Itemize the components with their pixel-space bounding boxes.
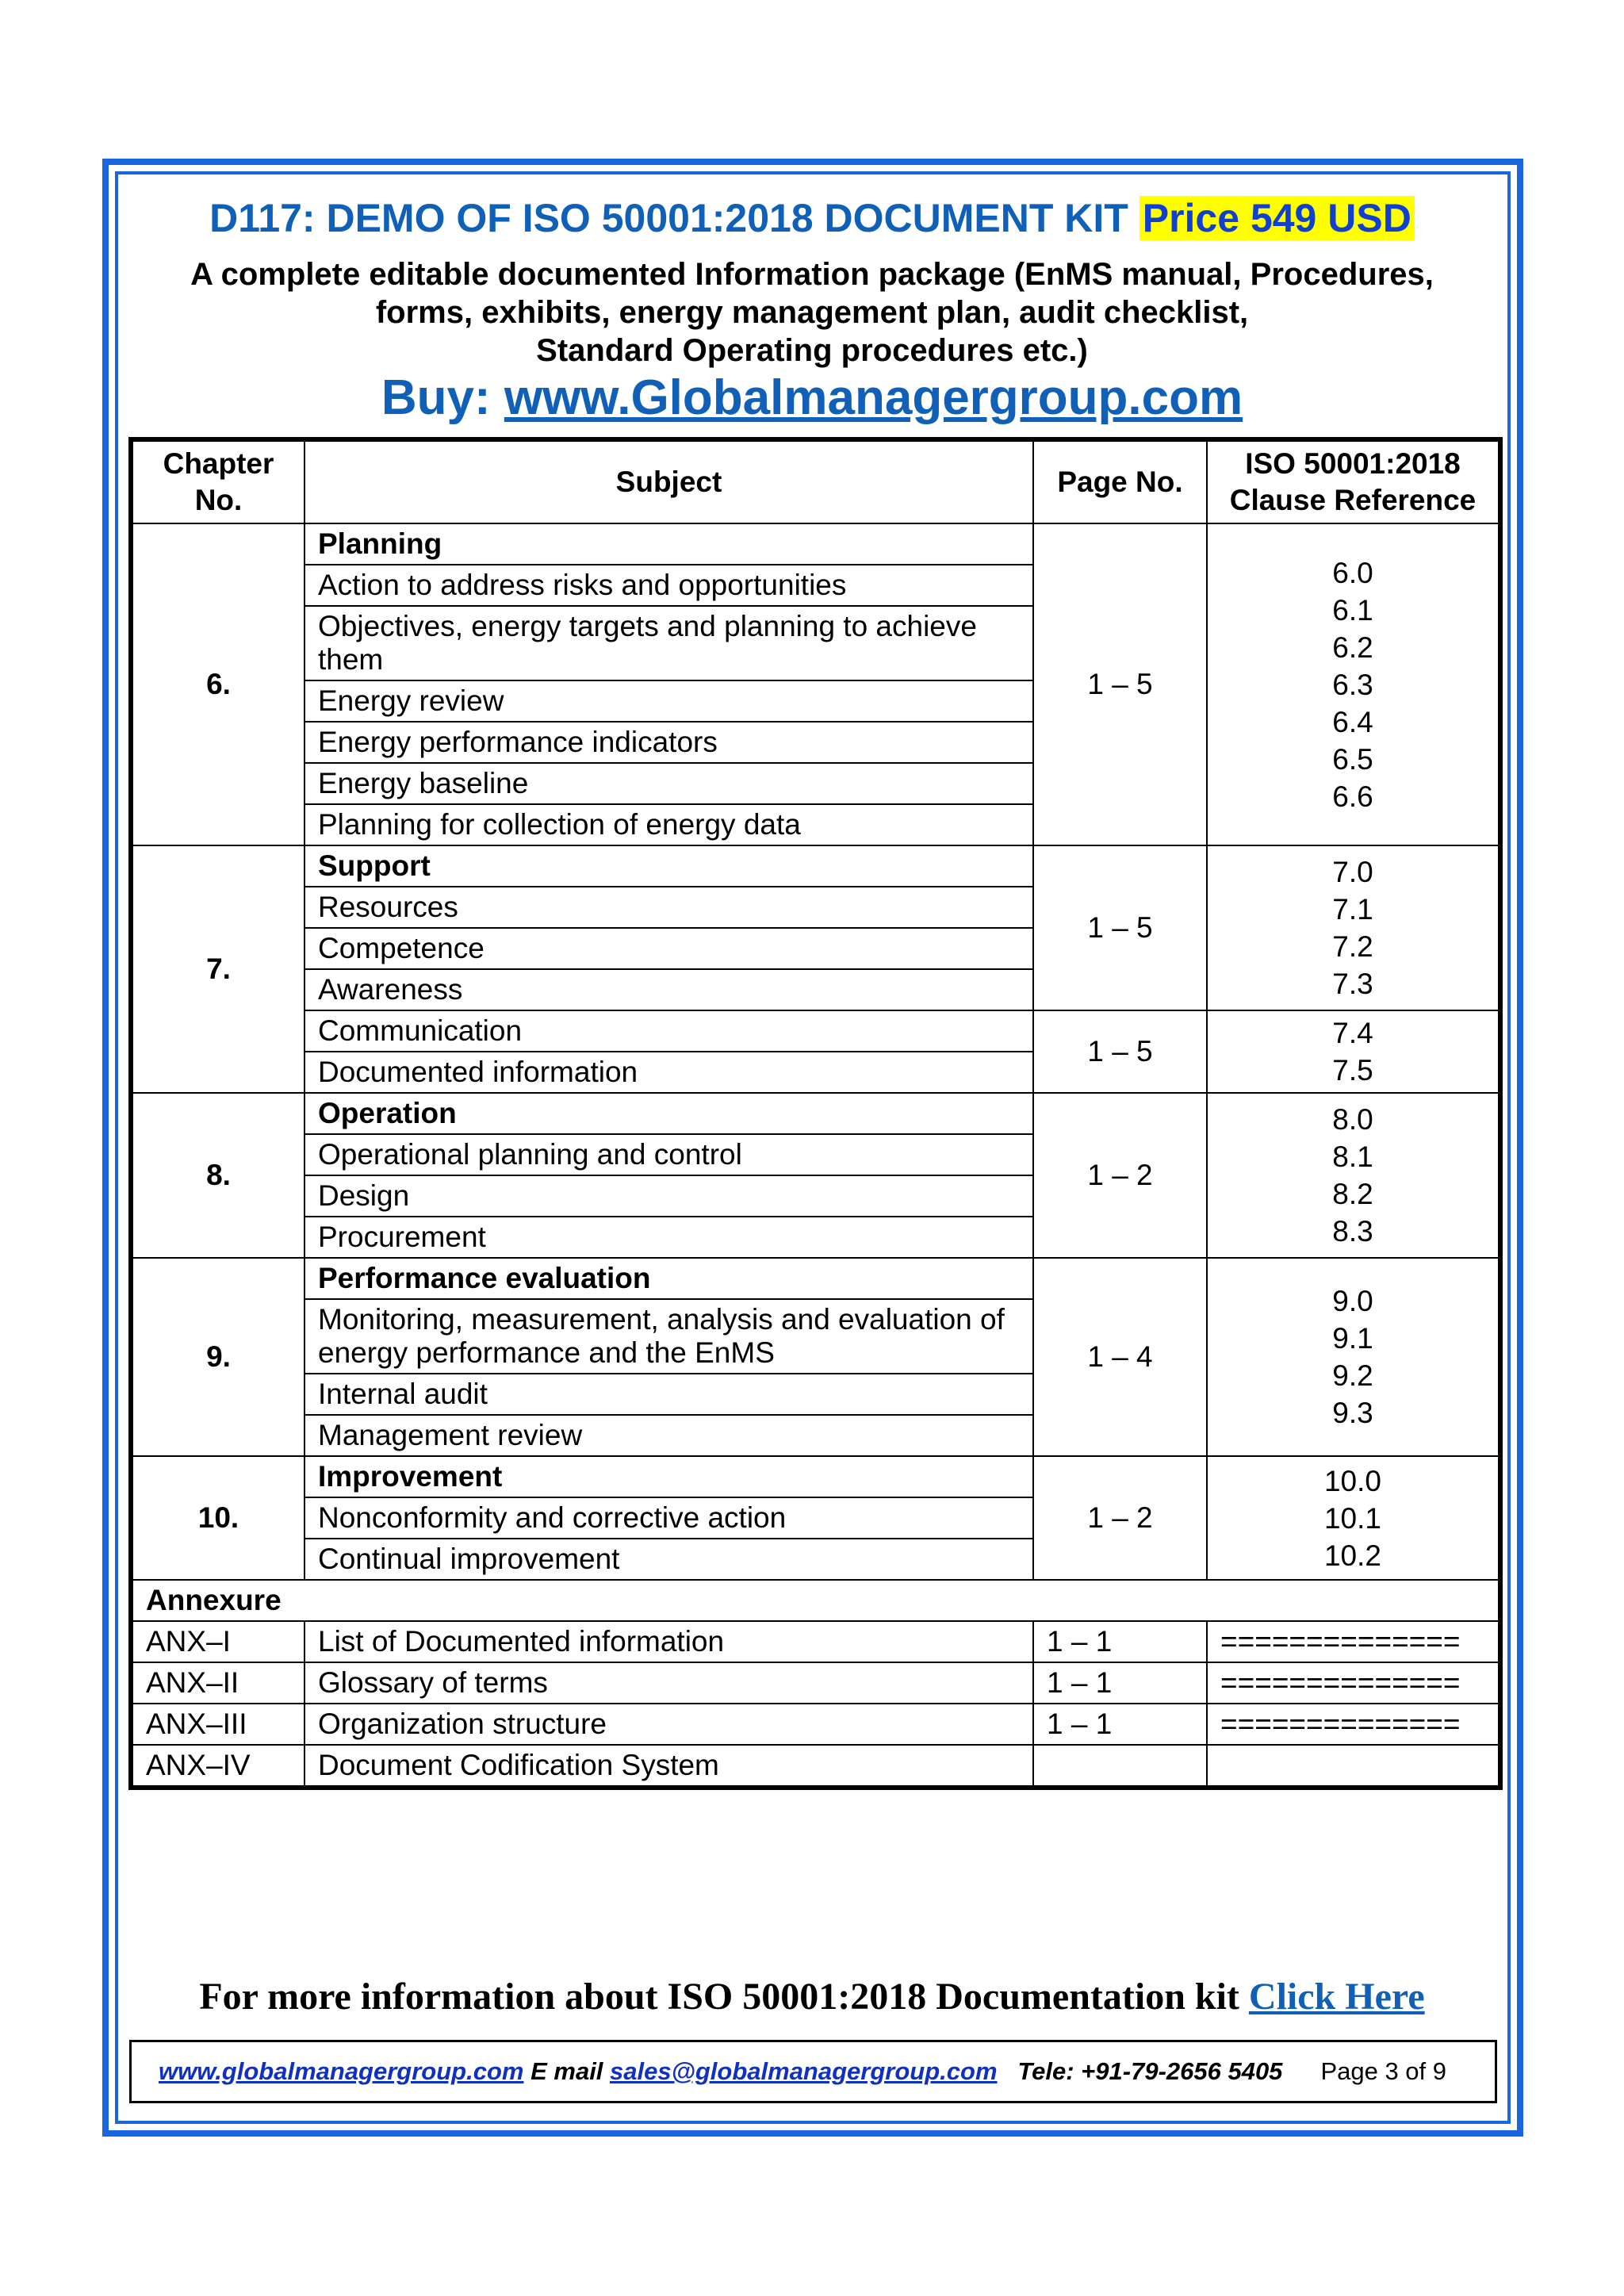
annexure-subject: Glossary of terms [304,1662,1033,1704]
buy-label: Buy: [381,370,491,425]
footer-email-label: E mail [530,2057,603,2085]
subtitle-line: A complete editable documented Information package (EnMS manual, Procedures, [190,257,1434,292]
subject-item: Planning for collection of energy data [304,804,1033,845]
subject-item: Continual improvement [304,1539,1033,1580]
chapter-number: 9. [131,1258,304,1456]
clause-ref: 6.0 [1332,556,1373,589]
page-range: 1 – 5 [1033,523,1207,845]
chapter-title: Operation [304,1093,1033,1134]
subject-item: Management review [304,1415,1033,1456]
page-range: 1 – 4 [1033,1258,1207,1456]
subtitle [0,255,1624,370]
more-info-line [0,1975,1624,2018]
subject-item: Documented information [304,1052,1033,1093]
annexure-label: Annexure [131,1580,1500,1621]
page-range: 1 – 1 [1033,1662,1207,1704]
subtitle-line: forms, exhibits, energy management plan, audit checklist, [375,295,1249,330]
footer-email-link[interactable]: sales@globalmanagergroup.com [610,2057,998,2085]
clause-references [1207,1258,1500,1456]
table-row [131,1662,1500,1704]
table-row [131,1258,1500,1299]
header-page: Page No. [1033,439,1207,523]
annexure-ref: ============== [1207,1662,1500,1704]
table-row [131,523,1500,565]
table-row [131,1093,1500,1134]
clause-ref: 8.0 [1332,1103,1373,1136]
more-info-text: For more information about ISO 50001:2018 Documentation kit [199,1976,1239,2018]
subject-item: Procurement [304,1217,1033,1258]
table-row [131,1621,1500,1662]
clause-ref: 6.4 [1332,705,1373,738]
chapter-title: Improvement [304,1456,1033,1497]
table-row [131,1704,1500,1745]
chapter-number: 7. [131,845,304,1093]
page-number: Page 3 of 9 [1320,2057,1447,2085]
subject-item: Monitoring, measurement, analysis and evaluation of energy performance and the EnMS [304,1299,1033,1374]
annexure-ref [1207,1745,1500,1788]
subject-item: Energy performance indicators [304,722,1033,763]
chapter-number: 8. [131,1093,304,1258]
buy-line [0,370,1624,426]
clause-ref: 6.3 [1332,668,1373,701]
subject-item: Design [304,1175,1033,1217]
footer-box [129,2040,1497,2103]
price-badge: Price 549 USD [1139,196,1415,240]
annexure-number: ANX–II [131,1662,304,1704]
buy-link[interactable]: www.Globalmanagergroup.com [504,370,1243,425]
table-row [131,1745,1500,1788]
page-range: 1 – 2 [1033,1456,1207,1580]
clause-ref: 8.2 [1332,1178,1373,1210]
clause-ref: 10.2 [1323,1539,1381,1572]
chapter-title: Support [304,845,1033,887]
header-clause: ISO 50001:2018 Clause Reference [1207,439,1500,523]
footer-website-link[interactable]: www.globalmanagergroup.com [159,2057,524,2085]
contents-table [128,437,1503,1790]
click-here-link[interactable]: Click Here [1248,1976,1425,2018]
clause-ref: 7.0 [1332,856,1373,888]
annexure-subject: Document Codification System [304,1745,1033,1788]
clause-ref: 7.3 [1332,968,1373,1000]
subject-item: Internal audit [304,1374,1033,1415]
chapter-title: Performance evaluation [304,1258,1033,1299]
table-row [131,1010,1500,1052]
clause-references [1207,1010,1500,1093]
page-range: 1 – 5 [1033,1010,1207,1093]
subject-item: Nonconformity and corrective action [304,1497,1033,1539]
subject-item: Energy review [304,680,1033,722]
clause-ref: 6.1 [1332,593,1373,627]
subject-item: Awareness [304,969,1033,1010]
title-text: D117: DEMO OF ISO 50001:2018 DOCUMENT KIT [209,196,1128,240]
annexure-number: ANX–IV [131,1745,304,1788]
clause-ref: 8.3 [1332,1215,1373,1248]
clause-ref: 10.0 [1323,1464,1381,1497]
clause-references [1207,1456,1500,1580]
annexure-ref: ============== [1207,1621,1500,1662]
subject-item: Action to address risks and opportunities [304,565,1033,606]
page-range: 1 – 5 [1033,845,1207,1010]
page-range [1033,1745,1207,1788]
clause-ref: 6.2 [1332,631,1373,664]
clause-ref: 8.1 [1332,1140,1373,1173]
chapter-number: 6. [131,523,304,845]
clause-ref: 7.2 [1332,930,1373,963]
header-chapter: Chapter No. [131,439,304,523]
subject-item: Resources [304,887,1033,928]
subject-item: Energy baseline [304,763,1033,804]
annexure-subject: Organization structure [304,1704,1033,1745]
clause-ref: 9.2 [1332,1359,1373,1392]
annexure-number: ANX–III [131,1704,304,1745]
clause-ref: 9.3 [1332,1397,1373,1429]
annexure-number: ANX–I [131,1621,304,1662]
subject-item: Competence [304,928,1033,969]
table-row [131,1456,1500,1497]
clause-references [1207,845,1500,1010]
subject-item: Communication [304,1010,1033,1052]
annexure-header-row [131,1580,1500,1621]
clause-references [1207,1093,1500,1258]
table-row [131,845,1500,887]
chapter-title: Planning [304,523,1033,565]
subject-item: Objectives, energy targets and planning to achieve them [304,606,1033,680]
subtitle-line: Standard Operating procedures etc.) [536,333,1088,368]
annexure-subject: List of Documented information [304,1621,1033,1662]
clause-ref: 10.1 [1323,1501,1381,1535]
header-subject: Subject [304,439,1033,523]
clause-ref: 9.1 [1332,1322,1373,1355]
clause-references [1207,523,1500,845]
clause-ref: 6.6 [1332,780,1373,813]
table-header-row [131,439,1500,523]
chapter-number: 10. [131,1456,304,1580]
page-range: 1 – 1 [1033,1704,1207,1745]
subject-item: Operational planning and control [304,1134,1033,1175]
document-title [0,195,1624,241]
clause-ref: 7.1 [1332,893,1373,926]
clause-ref: 7.4 [1332,1017,1373,1049]
annexure-ref: ============== [1207,1704,1500,1745]
clause-ref: 6.5 [1332,742,1373,776]
footer-telephone: Tele: +91-79-2656 5405 [1017,2057,1283,2085]
page-range: 1 – 2 [1033,1093,1207,1258]
clause-ref: 9.0 [1332,1285,1373,1317]
page-range: 1 – 1 [1033,1621,1207,1662]
clause-ref: 7.5 [1332,1054,1373,1087]
